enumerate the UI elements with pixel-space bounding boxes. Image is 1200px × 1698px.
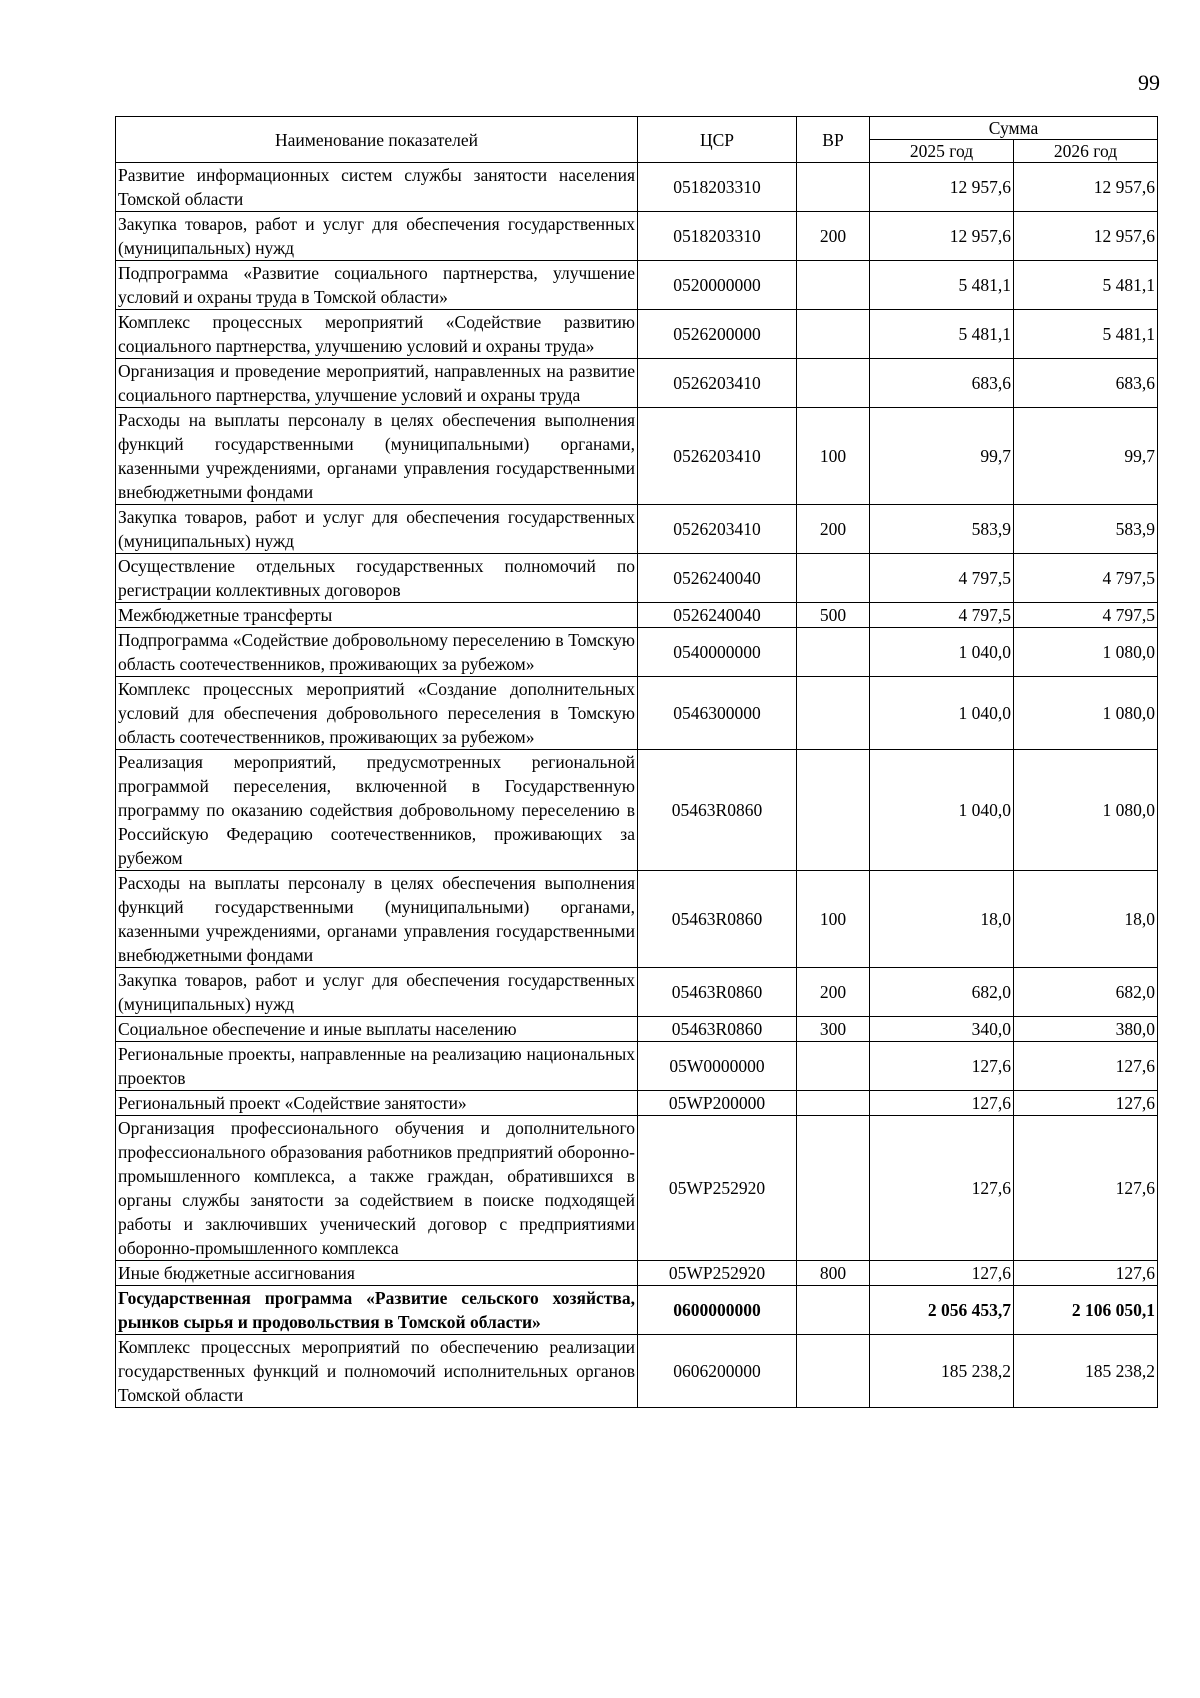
- row-amount-2025: 127,6: [870, 1042, 1014, 1091]
- row-amount-2025: 682,0: [870, 968, 1014, 1017]
- row-amount-2026: 127,6: [1014, 1042, 1158, 1091]
- row-name: Осуществление отдельных государственных полномочий по регистрации коллективных договоров: [116, 554, 638, 603]
- header-year-2026: 2026 год: [1014, 140, 1158, 163]
- table-row: [116, 968, 1158, 1017]
- row-name: Организация профессионального обучения и дополнительного профессионального образования работников предприятий оборонно-промышленного комплекса, а также граждан, обратившихся в органы службы занятости за содействием в поиске подходящей работы и заключивших ученический договор с предприятиями оборонно-промышленного комплекса: [116, 1116, 638, 1261]
- row-csr: 0526203410: [638, 408, 797, 505]
- row-vr: [797, 1335, 870, 1408]
- row-amount-2026: 12 957,6: [1014, 163, 1158, 212]
- row-amount-2025: 127,6: [870, 1091, 1014, 1116]
- row-name: Закупка товаров, работ и услуг для обеспечения государственных (муниципальных) нужд: [116, 968, 638, 1017]
- row-amount-2026: 2 106 050,1: [1014, 1286, 1158, 1335]
- row-vr: [797, 310, 870, 359]
- row-csr: 0600000000: [638, 1286, 797, 1335]
- row-csr: 0540000000: [638, 628, 797, 677]
- row-csr: 0546300000: [638, 677, 797, 750]
- table-row: [116, 505, 1158, 554]
- row-csr: 0606200000: [638, 1335, 797, 1408]
- row-csr: 0518203310: [638, 212, 797, 261]
- row-name: Межбюджетные трансферты: [116, 603, 638, 628]
- table-row: [116, 603, 1158, 628]
- table-row: [116, 1091, 1158, 1116]
- table-row: [116, 554, 1158, 603]
- table-body: [116, 163, 1158, 1408]
- table-row: [116, 750, 1158, 871]
- row-csr: 05463R0860: [638, 750, 797, 871]
- row-vr: [797, 750, 870, 871]
- row-csr: 0526240040: [638, 554, 797, 603]
- row-csr: 0518203310: [638, 163, 797, 212]
- table-row: [116, 1335, 1158, 1408]
- table-row: [116, 408, 1158, 505]
- row-vr: [797, 359, 870, 408]
- row-amount-2026: 5 481,1: [1014, 261, 1158, 310]
- table-row: [116, 1116, 1158, 1261]
- row-amount-2026: 18,0: [1014, 871, 1158, 968]
- row-name: Расходы на выплаты персоналу в целях обеспечения выполнения функций государственными (муниципальными) органами, казенными учреждениями, органами управления государственными внебюджетными фондами: [116, 871, 638, 968]
- row-amount-2026: 1 080,0: [1014, 677, 1158, 750]
- row-csr: 05WP200000: [638, 1091, 797, 1116]
- row-amount-2025: 4 797,5: [870, 554, 1014, 603]
- row-amount-2025: 583,9: [870, 505, 1014, 554]
- row-name: Организация и проведение мероприятий, направленных на развитие социального партнерства, улучшение условий и охраны труда: [116, 359, 638, 408]
- row-amount-2026: 99,7: [1014, 408, 1158, 505]
- row-amount-2026: 127,6: [1014, 1091, 1158, 1116]
- row-name: Комплекс процессных мероприятий по обеспечению реализации государственных функций и полномочий исполнительных органов Томской области: [116, 1335, 638, 1408]
- row-amount-2025: 340,0: [870, 1017, 1014, 1042]
- row-amount-2025: 99,7: [870, 408, 1014, 505]
- row-amount-2026: 185 238,2: [1014, 1335, 1158, 1408]
- row-name: Комплекс процессных мероприятий «Создание дополнительных условий для обеспечения добровольного переселения в Томскую область соотечественников, проживающих за рубежом»: [116, 677, 638, 750]
- row-name: Государственная программа «Развитие сельского хозяйства, рынков сырья и продовольствия в Томской области»: [116, 1286, 638, 1335]
- row-csr: 0520000000: [638, 261, 797, 310]
- row-vr: 200: [797, 212, 870, 261]
- page-number: 99: [1138, 70, 1160, 95]
- row-amount-2025: 1 040,0: [870, 750, 1014, 871]
- row-vr: [797, 261, 870, 310]
- row-amount-2025: 185 238,2: [870, 1335, 1014, 1408]
- row-vr: [797, 1116, 870, 1261]
- table-row: [116, 628, 1158, 677]
- row-name: Социальное обеспечение и иные выплаты населению: [116, 1017, 638, 1042]
- table-header: [116, 117, 1158, 163]
- table-row: [116, 1261, 1158, 1286]
- header-name: Наименование показателей: [116, 117, 638, 163]
- row-amount-2026: 1 080,0: [1014, 628, 1158, 677]
- header-sum: Сумма: [870, 117, 1158, 140]
- table-row: [116, 677, 1158, 750]
- row-amount-2025: 2 056 453,7: [870, 1286, 1014, 1335]
- row-amount-2025: 12 957,6: [870, 212, 1014, 261]
- table-row: [116, 261, 1158, 310]
- header-vr: ВР: [797, 117, 870, 163]
- row-amount-2025: 5 481,1: [870, 310, 1014, 359]
- row-vr: [797, 1286, 870, 1335]
- row-amount-2026: 683,6: [1014, 359, 1158, 408]
- row-amount-2025: 18,0: [870, 871, 1014, 968]
- row-amount-2026: 583,9: [1014, 505, 1158, 554]
- row-name: Подпрограмма «Содействие добровольному переселению в Томскую область соотечественников, проживающих за рубежом»: [116, 628, 638, 677]
- table-row: [116, 310, 1158, 359]
- row-vr: [797, 554, 870, 603]
- row-amount-2025: 12 957,6: [870, 163, 1014, 212]
- row-name: Расходы на выплаты персоналу в целях обеспечения выполнения функций государственными (муниципальными) органами, казенными учреждениями, органами управления государственными внебюджетными фондами: [116, 408, 638, 505]
- row-vr: [797, 628, 870, 677]
- row-vr: 500: [797, 603, 870, 628]
- header-year-2025: 2025 год: [870, 140, 1014, 163]
- row-csr: 05W0000000: [638, 1042, 797, 1091]
- row-vr: 100: [797, 408, 870, 505]
- row-vr: 200: [797, 968, 870, 1017]
- row-name: Реализация мероприятий, предусмотренных региональной программой переселения, включенной в Государственную программу по оказанию содействия добровольному переселению в Российскую Федерацию соотечественников, проживающих за рубежом: [116, 750, 638, 871]
- row-csr: 05WP252920: [638, 1261, 797, 1286]
- row-amount-2025: 1 040,0: [870, 677, 1014, 750]
- row-vr: [797, 677, 870, 750]
- row-vr: 300: [797, 1017, 870, 1042]
- row-name: Подпрограмма «Развитие социального партнерства, улучшение условий и охраны труда в Томской области»: [116, 261, 638, 310]
- row-vr: [797, 1091, 870, 1116]
- row-amount-2025: 4 797,5: [870, 603, 1014, 628]
- row-amount-2026: 380,0: [1014, 1017, 1158, 1042]
- row-amount-2026: 682,0: [1014, 968, 1158, 1017]
- row-amount-2026: 127,6: [1014, 1261, 1158, 1286]
- budget-table: [115, 116, 1158, 1408]
- table-row: [116, 359, 1158, 408]
- row-amount-2025: 127,6: [870, 1116, 1014, 1261]
- row-csr: 0526203410: [638, 505, 797, 554]
- row-vr: 800: [797, 1261, 870, 1286]
- row-vr: 200: [797, 505, 870, 554]
- row-amount-2026: 1 080,0: [1014, 750, 1158, 871]
- row-csr: 05WP252920: [638, 1116, 797, 1261]
- row-vr: [797, 1042, 870, 1091]
- row-vr: 100: [797, 871, 870, 968]
- row-name: Закупка товаров, работ и услуг для обеспечения государственных (муниципальных) нужд: [116, 212, 638, 261]
- row-amount-2026: 127,6: [1014, 1116, 1158, 1261]
- row-name: Региональный проект «Содействие занятости»: [116, 1091, 638, 1116]
- row-csr: 05463R0860: [638, 871, 797, 968]
- header-csr: ЦСР: [638, 117, 797, 163]
- row-amount-2026: 5 481,1: [1014, 310, 1158, 359]
- row-csr: 0526200000: [638, 310, 797, 359]
- row-csr: 0526240040: [638, 603, 797, 628]
- row-name: Закупка товаров, работ и услуг для обеспечения государственных (муниципальных) нужд: [116, 505, 638, 554]
- table-row: [116, 1042, 1158, 1091]
- row-vr: [797, 163, 870, 212]
- row-csr: 05463R0860: [638, 1017, 797, 1042]
- row-csr: 0526203410: [638, 359, 797, 408]
- table-row: [116, 212, 1158, 261]
- row-amount-2026: 12 957,6: [1014, 212, 1158, 261]
- row-amount-2025: 683,6: [870, 359, 1014, 408]
- row-name: Региональные проекты, направленные на реализацию национальных проектов: [116, 1042, 638, 1091]
- row-name: Иные бюджетные ассигнования: [116, 1261, 638, 1286]
- table-row: [116, 163, 1158, 212]
- row-amount-2025: 5 481,1: [870, 261, 1014, 310]
- table-row: [116, 1017, 1158, 1042]
- row-amount-2026: 4 797,5: [1014, 603, 1158, 628]
- row-name: Развитие информационных систем службы занятости населения Томской области: [116, 163, 638, 212]
- row-amount-2025: 1 040,0: [870, 628, 1014, 677]
- row-amount-2026: 4 797,5: [1014, 554, 1158, 603]
- table-row: [116, 1286, 1158, 1335]
- table-row: [116, 871, 1158, 968]
- row-csr: 05463R0860: [638, 968, 797, 1017]
- row-name: Комплекс процессных мероприятий «Содействие развитию социального партнерства, улучшению условий и охраны труда»: [116, 310, 638, 359]
- row-amount-2025: 127,6: [870, 1261, 1014, 1286]
